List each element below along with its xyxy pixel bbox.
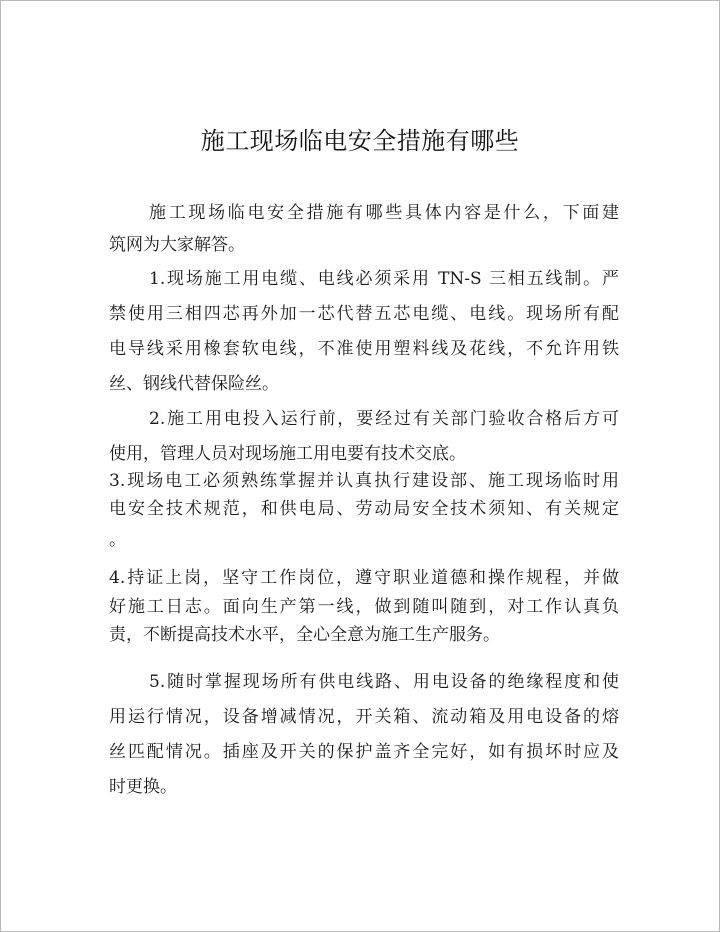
paragraph-line: 禁使用三相四芯再外加一芯代替五芯电缆、电线。现场所有配	[109, 304, 619, 324]
paragraph-line: 好施工日志。面向生产第一线，做到随叫随到，对工作认真负	[109, 597, 619, 617]
paragraph-line: 责，不断提高技术水平，全心全意为施工生产服务。	[109, 625, 500, 645]
paragraph-line: 用运行情况，设备增减情况，开关箱、流动箱及用电设备的熔	[109, 707, 619, 727]
paragraph-line: 5.随时掌握现场所有供电线路、用电设备的绝缘程度和使	[149, 672, 619, 692]
paragraph-line: 2.施工用电投入运行前，要经过有关部门验收合格后方可	[149, 409, 619, 429]
paragraph-line: 电安全技术规范，和供电局、劳动局安全技术须知、有关规定	[109, 499, 619, 519]
paragraph-line: 使用，管理人员对现场施工用电要有技术交底。	[109, 444, 466, 464]
paragraph-line: 1.现场施工用电缆、电线必须采用 TN-S 三相五线制。严	[149, 269, 619, 289]
paragraph-line: 。	[109, 530, 126, 550]
paragraph-line: 筑网为大家解答。	[109, 235, 245, 255]
paragraph-line: 4.持证上岗，坚守工作岗位，遵守职业道德和操作规程，并做	[109, 568, 619, 588]
paragraph-line: 时更换。	[109, 777, 177, 797]
paragraph-line: 施工现场临电安全措施有哪些具体内容是什么，下面建	[149, 203, 619, 223]
paragraph-line: 丝、钢线代替保险丝。	[109, 374, 279, 394]
document-title: 施工现场临电安全措施有哪些	[200, 127, 520, 155]
paragraph-line: 3.现场电工必须熟练掌握并认真执行建设部、施工现场临时用	[109, 471, 619, 491]
paragraph-line: 电导线采用橡套软电线，不准使用塑料线及花线，不允许用铁	[109, 339, 619, 359]
paragraph-line: 丝匹配情况。插座及开关的保护盖齐全完好，如有损坏时应及	[109, 742, 619, 762]
